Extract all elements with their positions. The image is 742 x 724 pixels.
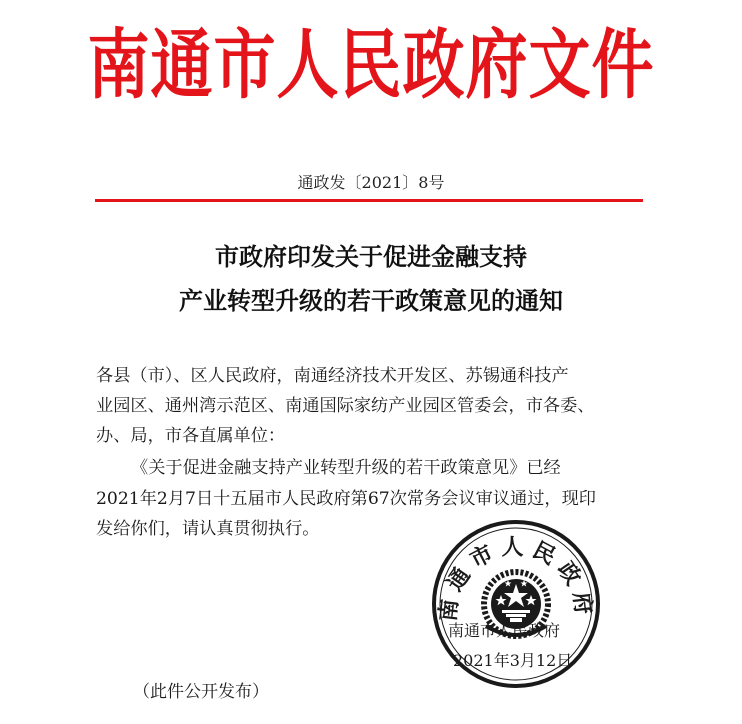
body-line-1: 各县（市）、区人民政府，南通经济技术开发区、苏锡通科技产 <box>96 366 569 386</box>
body-line-3: 办、局，市各直属单位： <box>96 426 286 446</box>
svg-text:南通市人民政府: 南通市人民政府 <box>434 534 598 623</box>
body-line-6: 发给你们，请认真贯彻执行。 <box>96 519 320 539</box>
document-title-line-2: 产业转型升级的若干政策意见的通知 <box>179 287 563 315</box>
body-line-2: 业园区、通州湾示范区、南通国际家纺产业园区管委会，市各委、 <box>96 396 595 416</box>
red-divider-line <box>95 199 643 202</box>
signing-organization: 南通市人民政府 <box>448 621 561 640</box>
body-line-4: 《关于促进金融支持产业转型升级的若干政策意见》已经 <box>131 458 561 478</box>
document-number: 通政发〔2021〕8号 <box>297 173 445 192</box>
body-line-5: 2021年2月7日十五届市人民政府第67次常务会议审议通过，现印 <box>96 489 596 509</box>
document-title-line-1: 市政府印发关于促进金融支持 <box>215 243 527 271</box>
publication-note: （此件公开发布） <box>133 682 269 702</box>
signing-date: 2021年3月12日 <box>453 651 573 670</box>
masthead-title: 南通市人民政府文件 <box>87 20 655 110</box>
